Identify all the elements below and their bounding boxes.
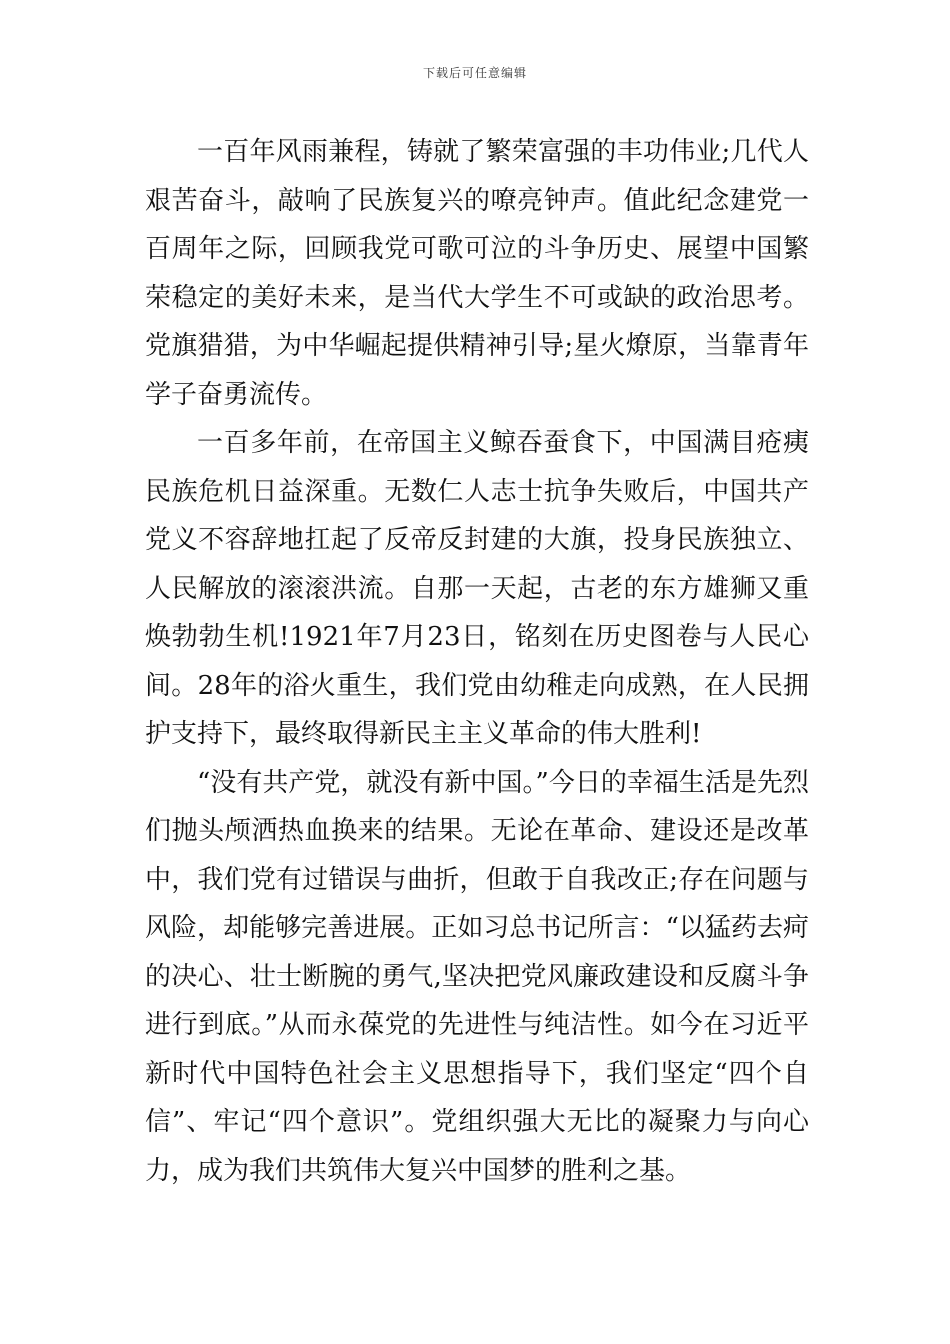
paragraph-3: “没有共产党，就没有新中国。”今日的幸福生活是先烈们抛头颅洒热血换来的结果。无论在革命、建设还是改革中，我们党有过错误与曲折，但敢于自我改正;存在问题与风险，却能够完善进展。正如习总书记所言：“以猛药去疴的决心、壮士断腕的勇气,坚决把党风廉政建设和反腐斗争进行到底。”从而永葆党的先进性与纯洁性。如今在习近平新时代中国特色社会主义思想指导下，我们坚定“四个自信”、牢记“四个意识”。党组织强大无比的凝聚力与向心力，成为我们共筑伟大复兴中国梦的胜利之基。 xyxy=(145,767,809,1186)
document-body xyxy=(145,128,809,1195)
paragraph-1: 一百年风雨兼程，铸就了繁荣富强的丰功伟业;几代人艰苦奋斗，敲响了民族复兴的嘹亮钟声。值此纪念建党一百周年之际，回顾我党可歌可泣的斗争历史、展望中国繁荣稳定的美好未来，是当代大学生不可或缺的政治思考。党旗猎猎，为中华崛起提供精神引导;星火燎原，当靠青年学子奋勇流传。 xyxy=(145,137,809,410)
page-header: 下载后可任意编辑 xyxy=(422,66,527,80)
paragraph-2: 一百多年前，在帝国主义鲸吞蚕食下，中国满目疮痍民族危机日益深重。无数仁人志士抗争失败后，中国共产党义不容辞地扛起了反帝反封建的大旗，投身民族独立、人民解放的滚滚洪流。自那一天起，古老的东方雄狮又重焕勃勃生机!1921年7月23日，铭刻在历史图卷与人民心间。28年的浴火重生，我们党由幼稚走向成熟，在人民拥护支持下，最终取得新民主主义革命的伟大胜利! xyxy=(145,428,809,749)
